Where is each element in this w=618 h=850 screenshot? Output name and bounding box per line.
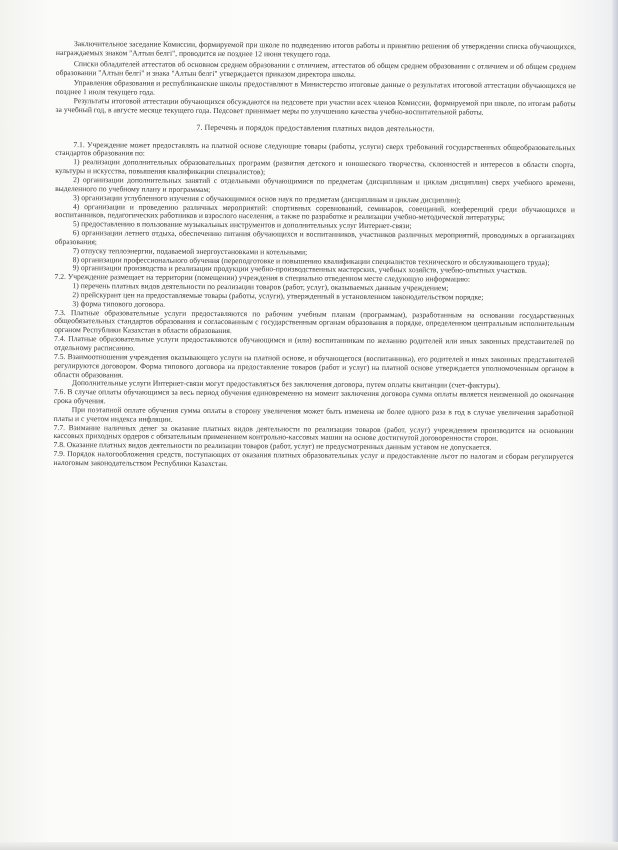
page-bottom-edge-shadow <box>0 842 618 850</box>
paragraph-internet-services: Дополнительные услуги Интернет-связи могут предоставляться без заключения договора, путем оплаты квитанции (счет-фактуры). <box>71 378 501 391</box>
clause-7-1-item-7: 7) отпуску теплоэнергии, подаваемой энергоустановками и котельными; <box>72 245 308 257</box>
clause-7-1-item-9: 9) организации производства и реализации продукции учебно-производственных мастерских, учебных хозяйств, учебно-опытных участков. <box>72 263 527 276</box>
clause-7-1-item-8: 8) организации профессионального обучения (переподготовке и повышению квалификации специалистов технического и обслуживающего труда); <box>72 254 550 267</box>
paragraph-final-meeting: Заключительное заседание Комиссии, формируемой при школе по подведению итогов работы и принятию решения об утверждении списка обучающихся, награждаемых знаком "Алтын белгі", проводится не позднее 12 июня текущего года. <box>55 39 576 59</box>
page-right-edge-shadow <box>612 0 618 850</box>
clause-7-6: 7.6. В случае оплаты обучающимся за весь период обучения единовременно на момент заключения договора сумма оплаты является неизменной до окончания срока обучения. <box>53 387 574 406</box>
clause-7-3: 7.3. Платные образовательные услуги предоставляются по рабочим учебным планам (программам), разработанным на основании государственных общеобязательных стандартов образования и согласованным с государственным органам образования в порядке, определенном центральным исполнительным органом Республики Казахстан в области образования. <box>54 307 575 336</box>
paragraph-certificate-lists: Списки обладателей аттестатов об основном среднем образовании с отличием, аттестатов об общем среднем образовании с отличием и об общем среднем образовании "Алтын белгі" и знака "Алтын белгі" утверждается приказом директора школы. <box>55 58 576 79</box>
clause-7-5: 7.5. Взаимоотношения учреждения оказывающего услуги на платной основе, и обучающегося (воспитанника), его родителей и иных законных представителей регулируются договором. Форма типового договора на предоставление товаров (работ и услуг) на платной основе утверждается уполномоченным органом в области образования. <box>53 351 575 379</box>
paragraph-staged-payment: При поэтапной оплате обучения сумма оплаты в сторону увеличения может быть изменена не более одного раза в год в случае увеличения заработной платы и с учетом индекса инфляции. <box>53 405 574 424</box>
clause-7-4: 7.4. Платные образовательные услуги предоставляются обучающимся и (или) воспитанникам по желанию родителей или иных законных представителей по отдельному расписанию. <box>54 334 575 353</box>
clause-7-7: 7.7. Взимание наличных денег за оказание платных видов деятельности по реализации товаров (работ, услуг) учреждением производится на основании кассовых приходных ордеров с обязательным применением контрольно-кассовых машин на основе достигнутой договоренности сторон. <box>53 422 574 444</box>
clause-7-9: 7.9. Порядок налогообложения средств, поступающих от оказания платных образовательных услуг и предоставление льгот по налогам и сборам регулируется налоговым законодательством Республики Казахстан. <box>53 449 574 469</box>
paragraph-ministry-report: Управления образования и республиканские школы предоставляют в Министерство итоговые данные о результатах итоговой аттестации обучающихся не позднее 1 июля текущего года. <box>55 78 576 97</box>
clause-7-2-item-1: 1) перечень платных видов деятельности по реализации товаров (работ, услуг), оказываемых данным учреждением; <box>72 281 449 293</box>
clause-7-1-item-4: 4) организации и проведению различных мероприятий: спортивных соревнований, семинаров, совещаний, конференций среди обучающихся и воспитанников, педагогических работников и взрослого населения, а также по разработке и реализации учебно-методической литературы; <box>54 201 576 223</box>
clause-7-1-item-6: 6) организации летнего отдыха, обеспечению питания обучающихся и воспитанников, участников различных мероприятий, проводимых в организациях образования; <box>54 228 575 247</box>
clause-7-1-item-5: 5) предоставлению в пользование музыкальных инструментов и дополнительных услуг Интернет-связи; <box>72 219 412 231</box>
section-heading-paid-services: 7. Перечень и порядок предоставления платных видов деятельности. <box>196 122 435 134</box>
clause-7-2-item-3: 3) форма типового договора. <box>72 298 166 309</box>
clause-7-1-item-3: 3) организации углубленного изучения с обучающимися основ наук по предметам (дисциплинам и циклам дисциплин); <box>73 192 461 205</box>
clause-7-1: 7.1. Учреждение может предоставлять на платной основе следующие товары (работы, услуги) сверх требований государственных общеобразовательных стандартов образования по: <box>55 139 576 158</box>
clause-7-1-item-2: 2) организации дополнительных занятий с отдельными обучающимися по предметам (дисциплинам и циклам дисциплин) сверх учебного времени, выделенного по учебному плану и программам; <box>55 175 576 194</box>
clause-7-1-item-1: 1) реализации дополнительных образовательных программ (развития детского и юношеского творчества, склонностей и интересов в области спорта, культуры и искусства, повышения квалификации специалистов); <box>55 157 576 177</box>
document-body <box>53 40 576 471</box>
clause-7-8: 7.8. Оказание платных видов деятельности по реализации товаров (работ, услуг) не предусмотренных данным уставом не допускается. <box>53 440 492 452</box>
paragraph-pedagogical-council: Результаты итоговой аттестации обучающихся обсуждаются на педсовете при участии всех членов Комиссии, формируемой при школе, по итогам работы за учебный год, в августе месяце текущего года. Педсовет принимает меры по улучшению качества учебно-воспитательной работы. <box>55 96 576 117</box>
clause-7-2: 7.2. Учреждение размещает на территории (помещении) учреждения в специально отведенном месте следующую информацию: <box>54 272 470 284</box>
clause-7-2-item-2: 2) прейскурант цен на предоставляемые товары (работы, услуги), утвержденный в установленном законодательством порядке; <box>72 290 484 302</box>
